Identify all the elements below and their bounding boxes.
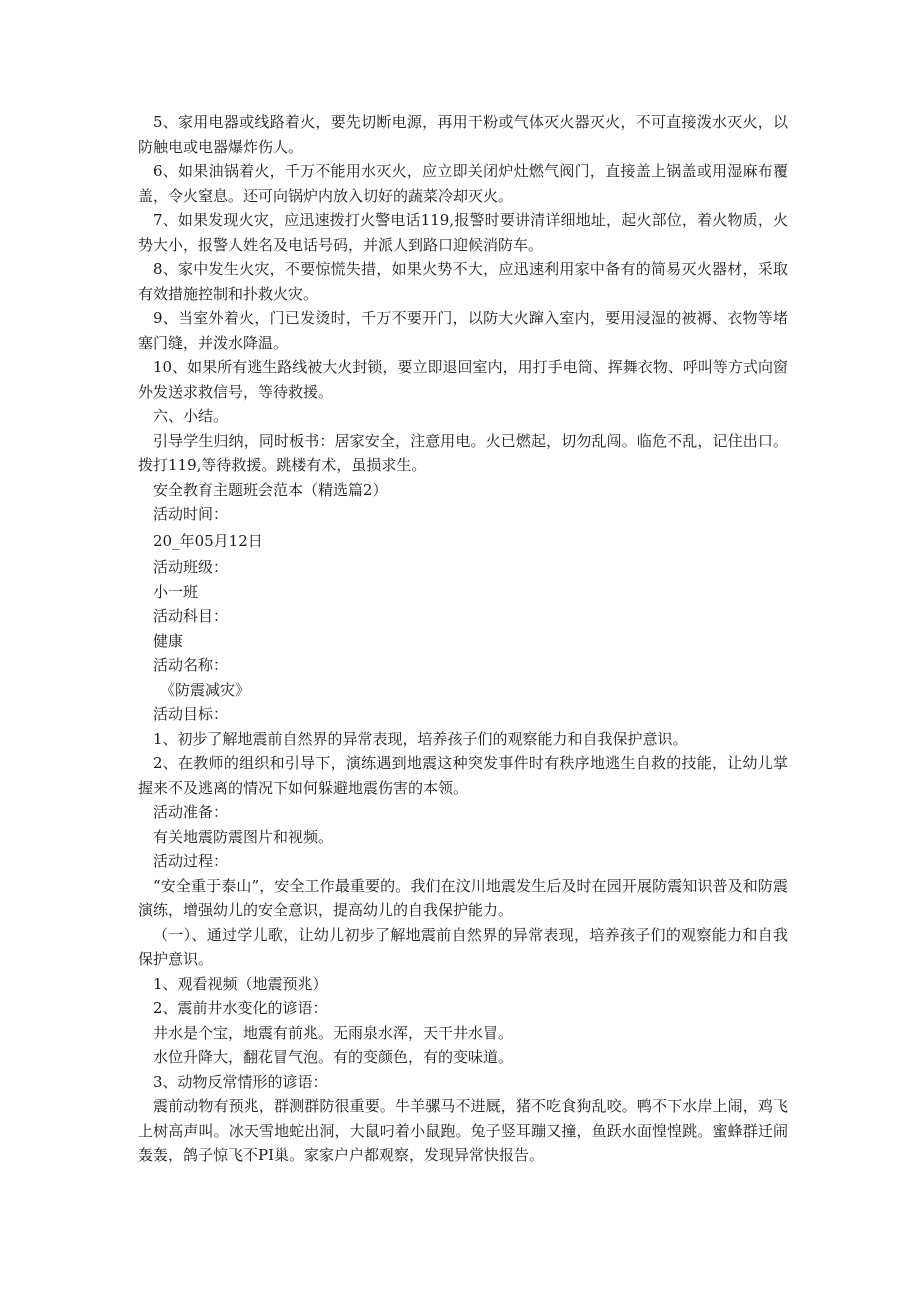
section-title: 安全教育主题班会范本（精选篇2） — [153, 480, 388, 499]
activity-class-label: 活动班级： — [153, 558, 229, 576]
activity-subject-value: 健康 — [153, 631, 184, 650]
document-body — [138, 110, 788, 1168]
activity-name-value: 《防震减灾》 — [160, 680, 251, 699]
paragraph-item-8: 8、家中发生火灾，不要惊慌失措，如果火势不大，应迅速利用家中备有的简易灭火器材，采取有效措施控制和扑救火灾。 — [138, 260, 788, 303]
process-step-1-heading: （一）、通过学儿歌，让幼儿初步了解地震前自然界的异常表现，培养孩子们的观察能力和自我保护意识。 — [138, 925, 788, 968]
goal-item-2: 2、在教师的组织和引导下，演练遇到地震这种突发事件时有秩序地逃生自救的技能，让幼儿掌握来不及逃离的情况下如何躲避地震伤害的本领。 — [138, 754, 788, 797]
activity-time-label: 活动时间： — [153, 505, 229, 523]
activity-name-label: 活动名称： — [153, 656, 229, 674]
activity-time-value: 20_年05月12日 — [153, 531, 263, 550]
list-item-well-water: 2、震前井水变化的谚语： — [153, 999, 328, 1017]
activity-goals-label: 活动目标： — [153, 705, 229, 723]
goal-item-1: 1、初步了解地震前自然界的异常表现，培养孩子们的观察能力和自我保护意识。 — [153, 729, 688, 748]
process-intro-paragraph: “安全重于泰山”，安全工作最重要的。我们在汶川地震发生后及时在园开展防震知识普及和防震演练，增强幼儿的安全意识，提高幼儿的自我保护能力。 — [138, 876, 788, 919]
list-item-video: 1、观看视频（地震预兆） — [153, 974, 328, 993]
paragraph-item-10: 10、如果所有逃生路线被大火封锁，要立即退回室内，用打手电筒、挥舞衣物、呼叫等方式向窗外发送求救信号，等待救援。 — [138, 358, 788, 401]
summary-paragraph: 引导学生归纳，同时板书：居家安全，注意用电。火已燃起，切勿乱闯。临危不乱，记住出口。拨打119,等待救援。跳楼有术，虽损求生。 — [138, 431, 788, 474]
activity-prep-value: 有关地震防震图片和视频。 — [153, 827, 334, 846]
activity-process-label: 活动过程： — [153, 852, 229, 870]
activity-subject-label: 活动科目： — [153, 607, 229, 625]
paragraph-item-5: 5、家用电器或线路着火，要先切断电源，再用干粉或气体灭火器灭火，不可直接泼水灭火，以防触电或电器爆炸伤人。 — [138, 113, 788, 156]
paragraph-item-6: 6、如果油锅着火，千万不能用水灭火，应立即关闭炉灶燃气阀门，直接盖上锅盖或用湿麻布覆盖，令火窒息。还可向锅炉内放入切好的蔬菜冷却灭火。 — [138, 162, 788, 205]
activity-prep-label: 活动准备： — [153, 803, 229, 821]
section-heading-summary: 六、小结。 — [153, 407, 229, 425]
paragraph-item-9: 9、当室外着火，门已发烫时，千万不要开门，以防大火蹿入室内，要用浸湿的被褥、衣物等堵塞门缝，并泼水降温。 — [138, 309, 788, 352]
proverb-line-1: 井水是个宝，地震有前兆。无雨泉水浑，天干井水冒。 — [153, 1023, 514, 1042]
activity-class-value: 小一班 — [153, 582, 199, 601]
list-item-animals: 3、动物反常情形的谚语： — [153, 1072, 328, 1091]
paragraph-item-7: 7、如果发现火灾，应迅速拨打火警电话119,报警时要讲清详细地址，起火部位，着火物质，火势大小，报警人姓名及电话号码，并派人到路口迎候消防车。 — [138, 211, 788, 254]
animal-proverb-paragraph: 震前动物有预兆，群测群防很重要。牛羊骡马不进厩，猪不吃食狗乱咬。鸭不下水岸上闹，鸡飞上树高声叫。冰天雪地蛇出洞，大鼠叼着小鼠跑。兔子竖耳蹦又撞，鱼跃水面惶惶跳。蜜蜂群迁闹轰轰，鸽子惊飞不PI巢。家家户户都观察，发现异常快报告。 — [138, 1097, 788, 1164]
proverb-line-2: 水位升降大，翻花冒气泡。有的变颜色，有的变味道。 — [153, 1048, 514, 1066]
